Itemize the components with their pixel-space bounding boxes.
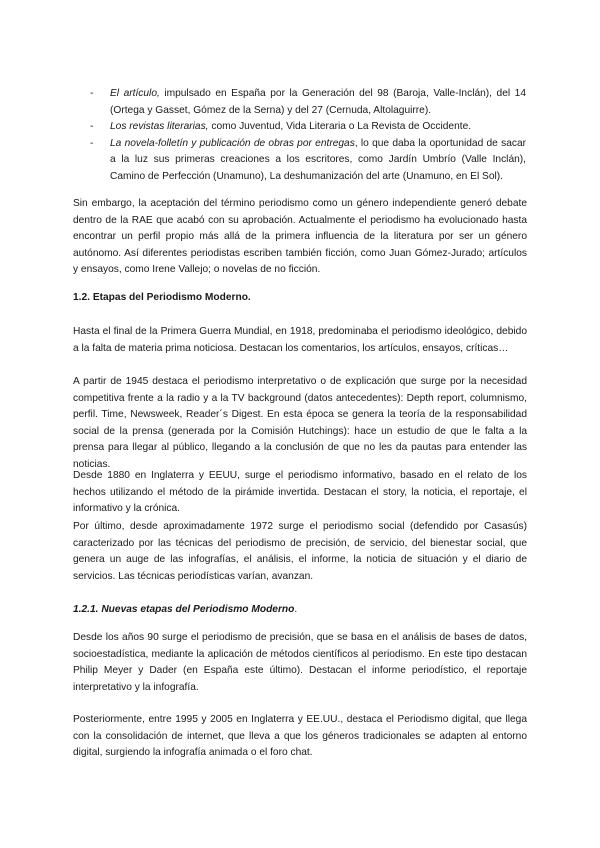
- list-item-text: , lo que daba la oportunidad de sacar a la luz sus primeras creaciones a los escritores, como Jardín Umbrío (Valle Inclán), Camino de Perfección (Unamuno), La deshumanización del arte (Unamuno, en El Sol).: [110, 137, 527, 182]
- genre-list: [90, 86, 526, 186]
- section-heading-1-2-1: [73, 602, 527, 619]
- list-dash: -: [90, 88, 94, 99]
- paragraph-ideological: Hasta el final de la Primera Guerra Mundial, en 1918, predominaba el periodismo ideológico, debido a la falta de materia prima noticiosa. Destacan los comentarios, los artículos, ensayos, críticas…: [73, 326, 527, 354]
- intro-paragraph: Sin embargo, la aceptación del término periodismo como un género independiente generó debate dentro de la RAE que acabó con su aprobación. Actualmente el periodismo ha evolucionado hasta encontrar un perfil propio más allá de la primera influencia de la literatura por ser un género autónomo. Así diferentes periodistas escriben también ficción, como Juan Gómez-Jurado; artículos y ensayos, como Irene Vallejo; o novelas de no ficción.: [73, 198, 527, 276]
- list-dash: -: [90, 137, 94, 149]
- list-item-lead: Los revistas literarias,: [110, 121, 209, 133]
- list-item-lead: El artículo,: [110, 88, 160, 99]
- paragraph-digital: Posteriormente, entre 1995 y 2005 en Inglaterra y EE.UU., destaca el Periodismo digital, que llega con la consolidación de internet, que lleva a que los géneros tradicionales se adapten al entorno digital, surgiendo la infografía animada o el foro chat.: [73, 714, 527, 759]
- list-item: [90, 86, 526, 119]
- section-heading-1-2: 1.2. Etapas del Periodismo Moderno.: [73, 292, 251, 303]
- paragraph-social: Por último, desde aproximadamente 1972 surge el periodismo social (defendido por Casasús) caracterizado por las técnicas del periodismo de precisión, de servicio, del bienestar social, que genera un auge de las infografías, el análisis, el informe, la noticia de situación y el diario de servicios. Las técnicas periodísticas varían, avanzan.: [73, 521, 527, 582]
- paragraph-informative: Desde 1880 en Inglaterra y EEUU, surge el periodismo informativo, basado en el relato de los hechos utilizando el método de la pirámide invertida. Destacan el story, la noticia, el reportaje, el informativo y la crónica.: [73, 470, 527, 515]
- list-item-text: como Juventud, Vida Literaria o La Revista de Occidente.: [208, 121, 472, 133]
- list-item-lead: La novela-folletín y publicación de obras por entregas: [110, 137, 355, 149]
- list-item: [90, 136, 526, 186]
- subheading-period: .: [294, 604, 298, 615]
- list-item: [90, 119, 526, 136]
- list-item-text: impulsado en España por la Generación del 98 (Baroja, Valle-Inclán), del 14 (Ortega y Gasset, Gómez de la Serna) y del 27 (Cernuda, Altolaguirre).: [110, 88, 526, 116]
- paragraph-precision: Desde los años 90 surge el periodismo de precisión, que se basa en el análisis de bases de datos, socioestadística, mediante la aplicación de métodos científicos al periodismo. En este tipo destacan Philip Meyer y Dader (en España este último). Destacan el informe periodístico, el reportaje interpretativo y la infografía.: [73, 632, 527, 693]
- paragraph-interpretive: A partir de 1945 destaca el periodismo interpretativo o de explicación que surge por la necesidad competitiva frente a la radio y a la TV background (datos antecedentes): Depth report, columnismo, perfil. Time, Newsweek, Reader´s Digest. En esta época se genera la teoría de la responsabilidad social de la prensa (generada por la Comisión Hutchings): hace un estudio de que le falta a la prensa para llegar al público, llegando a la conclusión de que no les da pautas para entender las noticias.: [73, 376, 527, 470]
- list-dash: -: [90, 121, 94, 133]
- subheading-text: 1.2.1. Nuevas etapas del Periodismo Moderno: [73, 604, 295, 615]
